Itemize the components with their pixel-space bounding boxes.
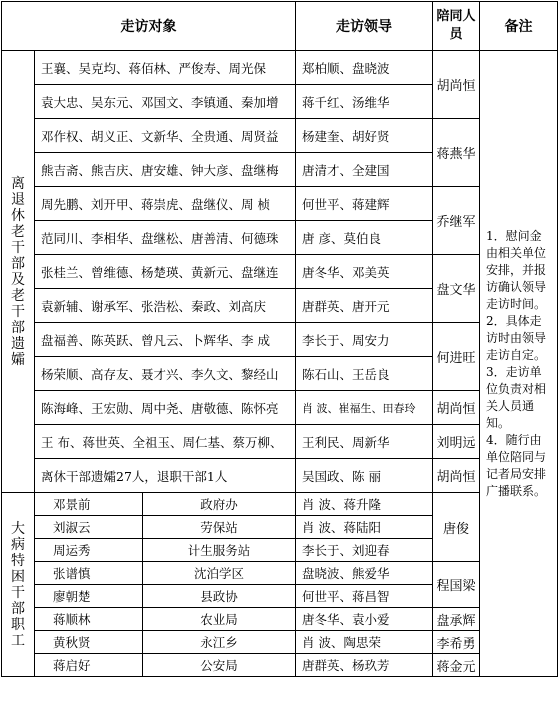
leader-cell: 肖 波、陶思荣 <box>296 631 433 654</box>
targets-cell: 王 布、蒋世英、全祖玉、周仁基、蔡万柳、 <box>35 425 296 459</box>
leader-cell: 陈石山、王岳良 <box>296 357 433 391</box>
leader-cell: 蒋千红、汤维华 <box>296 85 433 119</box>
escort-cell: 程国梁 <box>433 562 480 608</box>
escort-cell: 李希勇 <box>433 631 480 654</box>
targets-cell: 熊吉斋、熊吉庆、唐安雄、钟大彦、盘继梅 <box>35 153 296 187</box>
targets-cell: 范同川、李相华、盘继松、唐善清、何德珠 <box>35 221 296 255</box>
staff-name: 黄秋贤 <box>35 631 143 654</box>
leader-cell: 杨建奎、胡好贤 <box>296 119 433 153</box>
table-row <box>2 51 558 85</box>
staff-unit: 计生服务站 <box>143 539 296 562</box>
leader-cell: 李长于、刘迎春 <box>296 539 433 562</box>
targets-cell: 袁新辅、谢承军、张浩松、秦政、刘高庆 <box>35 289 296 323</box>
table-row <box>2 391 558 425</box>
staff-unit: 县政协 <box>143 585 296 608</box>
note-item: 4．随行由单位陪同与记者局安排广播联系。 <box>486 432 547 498</box>
escort-cell: 刘明远 <box>433 425 480 459</box>
targets-cell: 周先鹏、刘开甲、蒋崇虎、盘继仪、周 桢 <box>35 187 296 221</box>
table-row <box>2 187 558 221</box>
leader-cell: 肖 波、崔福生、田春玲 <box>296 391 433 425</box>
table-row <box>2 323 558 357</box>
table-row <box>2 562 558 585</box>
header-notes: 备注 <box>480 2 558 51</box>
escort-cell: 蒋燕华 <box>433 119 480 187</box>
leader-cell: 唐群英、杨玖芳 <box>296 654 433 677</box>
table-row <box>2 608 558 631</box>
table-row <box>2 425 558 459</box>
targets-cell: 离休干部遗孀27人，退职干部1人 <box>35 459 296 493</box>
leader-cell: 唐冬华、袁小爱 <box>296 608 433 631</box>
escort-cell: 乔继军 <box>433 187 480 255</box>
escort-cell: 胡尚恒 <box>433 391 480 425</box>
targets-cell: 王襄、吴克均、蒋佰林、严俊寿、周光保 <box>35 51 296 85</box>
targets-cell: 陈海峰、王宏勋、周中尧、唐敬德、陈怀亮 <box>35 391 296 425</box>
staff-unit: 公安局 <box>143 654 296 677</box>
leader-cell: 盘晓波、熊爱华 <box>296 562 433 585</box>
leader-cell: 郑柏顺、盘晓波 <box>296 51 433 85</box>
staff-unit: 劳保站 <box>143 516 296 539</box>
note-item: 1．慰问金由相关单位安排，并报访确认领导走访时间。 <box>486 228 547 311</box>
table-row <box>2 119 558 153</box>
leader-cell: 唐 彦、莫伯良 <box>296 221 433 255</box>
staff-name: 刘淑云 <box>35 516 143 539</box>
header-targets: 走访对象 <box>2 2 296 51</box>
escort-cell: 盘承辉 <box>433 608 480 631</box>
category-retired-cadres: 离退休老干部及老干部遗孀 <box>2 51 35 493</box>
staff-name: 张谱慎 <box>35 562 143 585</box>
note-item: 3．走访单位负责对相关人员通知。 <box>486 364 547 430</box>
table-row <box>2 654 558 677</box>
staff-name: 邓景前 <box>35 493 143 516</box>
leader-cell: 肖 波、蒋陆阳 <box>296 516 433 539</box>
targets-cell: 袁大忠、吴东元、邓国文、李镇通、秦加增 <box>35 85 296 119</box>
leader-cell: 唐清才、全建国 <box>296 153 433 187</box>
staff-name: 蒋顺林 <box>35 608 143 631</box>
targets-cell: 杨荣顺、高存友、聂才兴、李久文、黎经山 <box>35 357 296 391</box>
staff-name: 廖朝楚 <box>35 585 143 608</box>
targets-cell: 张桂兰、曾维德、杨楚瑛、黄新元、盘继连 <box>35 255 296 289</box>
leader-cell: 肖 波、蒋升隆 <box>296 493 433 516</box>
table-row <box>2 459 558 493</box>
staff-unit: 农业局 <box>143 608 296 631</box>
leader-cell: 吴国政、陈 丽 <box>296 459 433 493</box>
leader-cell: 何世平、蒋建辉 <box>296 187 433 221</box>
staff-unit: 政府办 <box>143 493 296 516</box>
leader-cell: 李长于、周安力 <box>296 323 433 357</box>
table-row <box>2 493 558 516</box>
table-row <box>2 255 558 289</box>
leader-cell: 何世平、蒋昌智 <box>296 585 433 608</box>
staff-unit: 沈泊学区 <box>143 562 296 585</box>
escort-cell: 胡尚恒 <box>433 51 480 119</box>
table-row <box>2 631 558 654</box>
escort-cell: 唐俊 <box>433 493 480 562</box>
header-escort: 陪同人员 <box>433 2 480 51</box>
targets-cell: 盘福善、陈英跃、曾凡云、卜辉华、李 成 <box>35 323 296 357</box>
escort-cell: 盘文华 <box>433 255 480 323</box>
leader-cell: 唐冬华、邓美英 <box>296 255 433 289</box>
note-item: 2．具体走访时由领导走访自定。 <box>486 313 547 362</box>
category-sick-staff: 大病特困干部职工 <box>2 493 35 677</box>
notes-cell <box>480 51 558 677</box>
escort-cell: 蒋金元 <box>433 654 480 677</box>
staff-name: 周运秀 <box>35 539 143 562</box>
header-leaders: 走访领导 <box>296 2 433 51</box>
leader-cell: 王利民、周新华 <box>296 425 433 459</box>
escort-cell: 胡尚恒 <box>433 459 480 493</box>
visit-table <box>1 1 558 677</box>
staff-name: 蒋启好 <box>35 654 143 677</box>
staff-unit: 永江乡 <box>143 631 296 654</box>
escort-cell: 何进旺 <box>433 323 480 391</box>
leader-cell: 唐群英、唐开元 <box>296 289 433 323</box>
targets-cell: 邓作权、胡义正、文新华、全贵通、周贤益 <box>35 119 296 153</box>
